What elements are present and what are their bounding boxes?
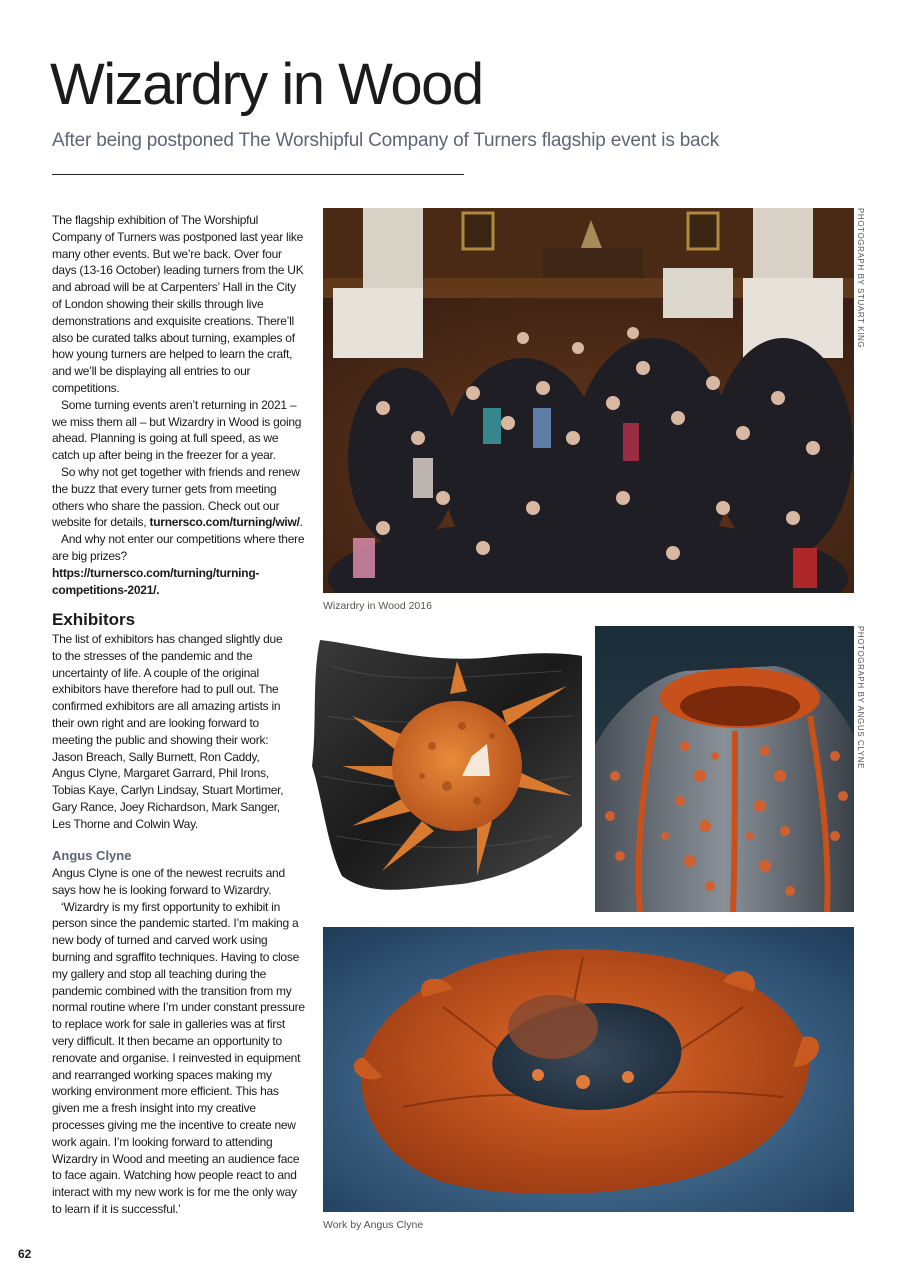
bowl-photo-caption: Work by Angus Clyne <box>323 1219 424 1231</box>
hall-photo-caption: Wizardry in Wood 2016 <box>323 600 432 612</box>
angus-clyne-text <box>52 865 308 1218</box>
intro-p3-end: . <box>299 515 303 530</box>
article-title: Wizardry in Wood <box>50 52 483 117</box>
website-link[interactable]: turnersco.com/turning/wiw/ <box>149 515 300 530</box>
intro-text <box>52 212 308 598</box>
title-rule <box>52 174 464 175</box>
page-number: 62 <box>18 1247 32 1261</box>
exhibitors-heading: Exhibitors <box>52 610 136 629</box>
angus-quote-paragraph: ‘Wizardry is my first opportunity to exhibit in person since the pandemic started. I’m making a new body of turned and carved work using burning and sgraffito techniques. Having to close my gallery and stop all teaching during the pandemic combined with the transition from my normal routine where I’m under constant pressure to replace work for sale in galleries was at first very difficult. It then became an opportunity to renovate and organise. I reinvested in equipment and rearranged working spaces making my working environment more efficient. This has given me a fresh insight into my creative processes giving me the incentive to create new work again. I’m looking forward to attending Wizardry in Wood and meeting an audience face to face again. Watching how people react to and interact with my new work is for me the only way to learn if it is successful.’ <box>52 899 305 1216</box>
intro-paragraph-3 <box>52 464 308 531</box>
angus-clyne-heading: Angus Clyne <box>52 848 132 863</box>
sun-sculpture-photo <box>312 626 582 912</box>
burl-bowl-photo <box>323 927 854 1212</box>
exhibition-hall-photo <box>323 208 854 593</box>
angus-paragraph-1: Angus Clyne is one of the newest recruits and says how he is looking forward to Wizardry. <box>52 866 285 897</box>
article-subtitle: After being postponed The Worshipful Company of Turners flagship event is back <box>52 130 720 151</box>
vessel-photo-credit: PHOTOGRAPH BY ANGUS CLYNE <box>856 626 865 770</box>
intro-p4-text: And why not enter our competitions where there are big prizes? <box>52 532 305 563</box>
competitions-link[interactable]: https://turnersco.com/turning/turning-competitions-2021/. <box>52 565 260 597</box>
exhibitors-paragraph: The list of exhibitors has changed slightly due to the stresses of the pandemic and the uncertainty of life. A couple of the original exhibitors have therefore had to pull out. The confirmed exhibitors are all amazing artists in their own right and are looking forward to meeting the public and showing their work: Jason Breach, Sally Burnett, Ron Caddy, Angus Clyne, Margaret Garrard, Phil Irons, Tobias Kaye, Carlyn Lindsay, Stuart Mortimer, Gary Rance, Joey Richardson, Mark Sanger, Les Thorne and Colwin Way. <box>52 632 284 831</box>
exhibitors-text <box>52 631 292 833</box>
hall-photo-credit: PHOTOGRAPH BY STUART KING <box>856 208 865 349</box>
intro-paragraph-1: The flagship exhibition of The Worshipful Company of Turners was postponed last year like many other events. But we’re back. Over four days (13-16 October) leading turners from the UK and abroad will be at Carpenters’ Hall in the City of London showing their skills through live demonstrations and exquisite creations. There’ll also be curated talks about turning, examples of how young turners are helped to learn the craft, and we’ll be displaying all entries to our competitions. <box>52 213 304 395</box>
intro-paragraph-2: Some turning events aren’t returning in 2021 – we miss them all – but Wizardry in Wood is going ahead. Planning is going at full speed, as we catch up after being in the freezer for a year. <box>52 397 302 463</box>
intro-p3-text: So why not get together with friends and renew the buzz that every turner gets from meeting others who share the passion. Check out our website for details, <box>52 464 300 530</box>
intro-paragraph-4 <box>52 531 308 598</box>
carved-vessel-photo <box>595 626 854 912</box>
